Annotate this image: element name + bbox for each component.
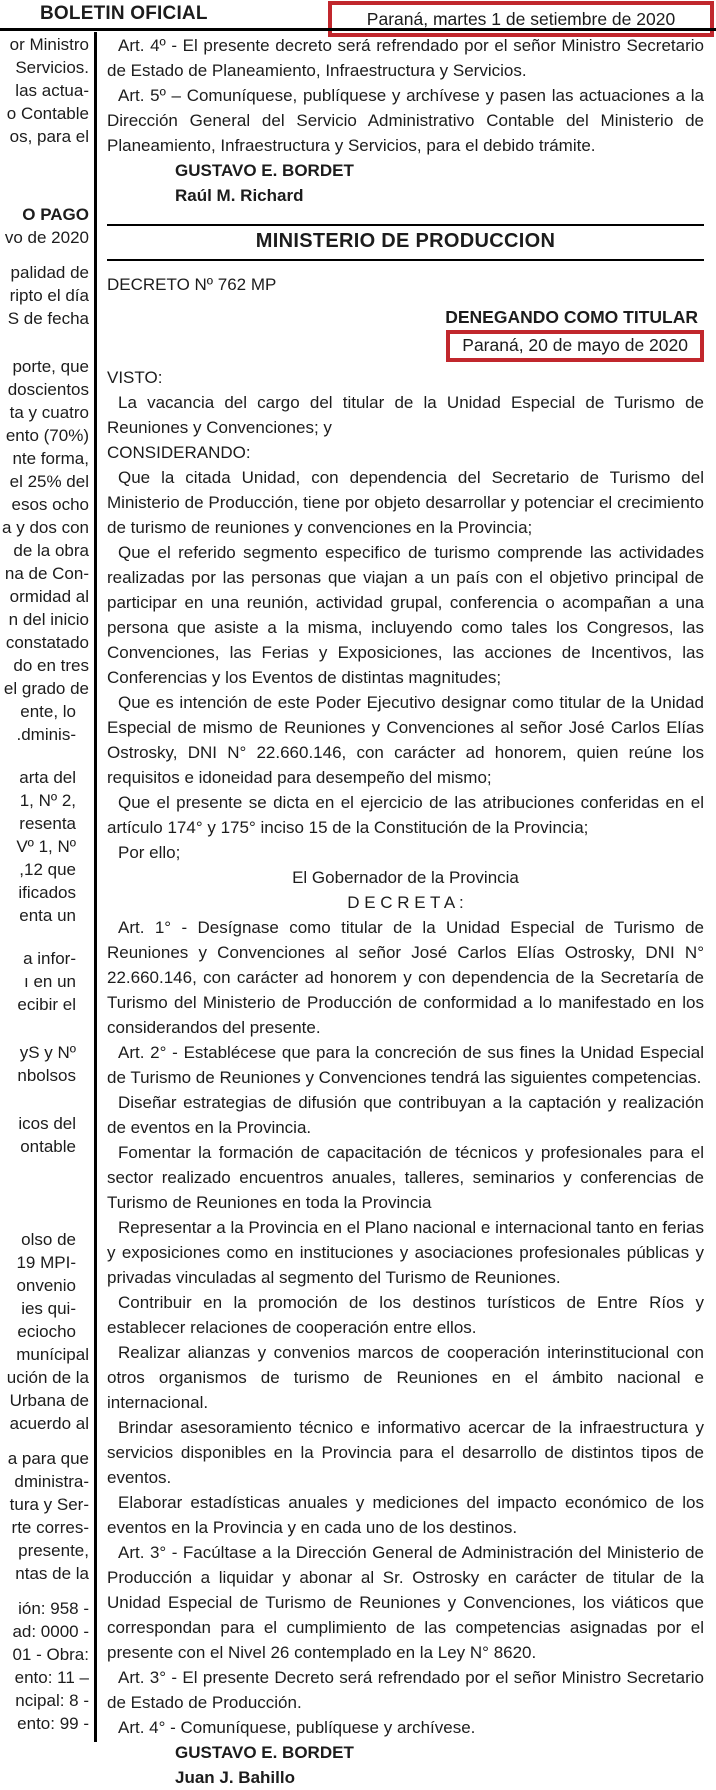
left-fragment: presente, bbox=[18, 1541, 89, 1560]
left-fragment: ad: 0000 - bbox=[12, 1622, 89, 1641]
left-fragment: Vº 1, Nº bbox=[16, 837, 76, 856]
left-fragment: ies qui- bbox=[21, 1299, 76, 1318]
left-fragment: nte forma, bbox=[12, 449, 89, 468]
left-fragment: ı en un bbox=[24, 972, 76, 991]
left-fragment: porte, que bbox=[12, 357, 89, 376]
paragraph-considerando-2: Que el referido segmento especifico de turismo comprende las actividades realizadas por las personas que viajan a un país con el objetivo principal de participar en una reunión, actividad grupal, conferencia o acompañan a una persona que asiste a la misma, incluyendo como tales los Congresos, las Convenciones, las Ferias y Exposiciones, las acciones de Incentivos, las Conferencias y los Eventos de distintas magnitudes; bbox=[107, 543, 704, 687]
left-fragment: enta un bbox=[19, 906, 76, 925]
left-fragment: eciocho bbox=[17, 1322, 76, 1341]
signature-governor: GUSTAVO E. BORDET bbox=[175, 161, 354, 180]
left-fragment: ución de la bbox=[6, 1368, 89, 1387]
left-fragment: de la obra bbox=[13, 541, 89, 560]
left-fragment: 1, Nº 2, bbox=[19, 791, 76, 810]
considerando-label: CONSIDERANDO: bbox=[107, 443, 251, 462]
left-fragment: resenta bbox=[19, 814, 76, 833]
left-fragment: ormidad al bbox=[9, 587, 89, 606]
left-fragment: Urbana de bbox=[9, 1391, 89, 1410]
masthead-title: BOLETIN OFICIAL bbox=[40, 3, 208, 24]
decree-date-box: Paraná, 20 de mayo de 2020 bbox=[446, 330, 704, 362]
left-fragment: el 25% del bbox=[9, 472, 89, 491]
left-column-clipped bbox=[0, 32, 97, 1742]
left-fragment: ntas de la bbox=[15, 1564, 89, 1583]
left-fragment: ente, lo bbox=[20, 702, 76, 721]
left-fragment: ificados bbox=[18, 883, 76, 902]
paragraph-art1: Art. 1° - Desígnase como titular de la Unidad Especial de Turismo de Reuniones y Convenciones al señor José Carlos Elías Ostrosky, DNI N° 22.660.146, con carácter ad honorem y con dependencia de la Secretaría de Turismo del Ministerio de Producción de conformidad a lo manifestado en los considerandos del presente. bbox=[107, 918, 704, 1037]
left-fragment: ,12 que bbox=[19, 860, 76, 879]
left-fragment: do en tres bbox=[13, 656, 89, 675]
paragraph-competencia-5: Realizar alianzas y convenios marcos de cooperación interinstitucional con otros organismos de turismo de Reuniones en el ámbito nacional e internacional. bbox=[107, 1343, 704, 1412]
left-fragment: constatado bbox=[5, 633, 89, 652]
left-fragment: ento: 99 - bbox=[17, 1714, 89, 1733]
left-fragment: las actua- bbox=[15, 81, 89, 100]
left-fragment: munícipal bbox=[16, 1345, 89, 1364]
left-fragment: palidad de bbox=[10, 263, 89, 282]
signature-minister-2: Juan J. Bahillo bbox=[175, 1768, 295, 1787]
section-title: MINISTERIO DE PRODUCCION bbox=[107, 224, 704, 261]
left-fragment: ecibir el bbox=[17, 995, 76, 1014]
left-fragment: n del inicio bbox=[8, 610, 89, 629]
paragraph-art3: Art. 3° - Facúltase a la Dirección General de Administración del Ministerio de Producción a liquidar y abonar al Sr. Ostrosky en carácter de titular de la Unidad Especial de Turismo de Reuniones y Convenciones, los viáticos que correspondan para el cumplimiento de las competencias asignadas por el presente con el Nivel 26 contemplado en la Ley N° 8620. bbox=[107, 1543, 704, 1662]
left-fragment: 01 - Obra: bbox=[12, 1645, 89, 1664]
left-fragment: dministra- bbox=[14, 1472, 89, 1491]
left-fragment: Servicios. bbox=[15, 58, 89, 77]
content-columns bbox=[0, 32, 716, 1787]
paragraph-competencia-7: Elaborar estadísticas anuales y mediciones del impacto económico de los eventos en la Provincia y en cada uno de los destinos. bbox=[107, 1493, 704, 1537]
paragraph-competencia-2: Fomentar la formación de capacitación de técnicos y profesionales para el sector realizado encuentros anuales, talleres, seminarios y conferencias de Turismo de Reuniones en toda la Provincia bbox=[107, 1143, 704, 1212]
left-fragment: or Ministro bbox=[9, 35, 89, 54]
subject-heading: DENEGANDO COMO TITULAR bbox=[445, 307, 698, 327]
left-fragment: tura y Ser- bbox=[9, 1495, 89, 1514]
paragraph-art3-refrendo: Art. 3° - El presente Decreto será refrendado por el señor Ministro Secretario de Estado de Producción. bbox=[107, 1668, 704, 1712]
paragraph-art4-prev: Art. 4º - El presente decreto será refrendado por el señor Ministro Secretario de Estado de Planeamiento, Infraestructura y Servicios. bbox=[107, 36, 704, 80]
left-fragment: el grado de bbox=[3, 679, 89, 698]
paragraph-art4: Art. 4° - Comuníquese, publíquese y archívese. bbox=[118, 1718, 476, 1737]
left-fragment: a y dos con bbox=[2, 518, 89, 537]
left-fragment: ripto el día bbox=[9, 286, 89, 305]
left-fragment: .dminis- bbox=[16, 725, 76, 744]
paragraph-competencia-1: Diseñar estrategias de difusión que contribuyan a la captación y realización de eventos en la Provincia. bbox=[107, 1093, 704, 1137]
paragraph-competencia-6: Brindar asesoramiento técnico e informativo acercar de la infraestructura y servicios disponibles en la Provincia para el desarrollo de distintos tipos de eventos. bbox=[107, 1418, 704, 1487]
left-fragment: na de Con- bbox=[4, 564, 89, 583]
left-fragment: a para que bbox=[7, 1449, 89, 1468]
header-date-box: Paraná, martes 1 de setiembre de 2020 bbox=[328, 1, 714, 37]
left-fragment: ento: 11 – bbox=[14, 1668, 89, 1687]
left-fragment: doscientos bbox=[7, 380, 89, 399]
left-fragment: S de fecha bbox=[7, 309, 89, 328]
left-fragment: ento (70%) bbox=[5, 426, 89, 445]
left-fragment: O PAGO bbox=[22, 205, 89, 224]
decreta-line: D E C R E T A : bbox=[347, 893, 464, 912]
visto-label: VISTO: bbox=[107, 368, 163, 387]
paragraph-visto: La vacancia del cargo del titular de la Unidad Especial de Turismo de Reuniones y Convenciones; y bbox=[107, 393, 704, 437]
left-fragment: acuerdo al bbox=[9, 1414, 89, 1433]
decree-number: DECRETO Nº 762 MP bbox=[107, 275, 277, 294]
left-fragment: 19 MPI- bbox=[16, 1253, 76, 1272]
left-fragment: yS y Nº bbox=[19, 1043, 76, 1062]
left-fragment: a infor- bbox=[23, 949, 76, 968]
left-fragment: esos ocho bbox=[11, 495, 89, 514]
left-fragment: o Contable bbox=[6, 104, 89, 123]
paragraph-art2: Art. 2° - Establécese que para la concreción de sus fines la Unidad Especial de Turismo de Reuniones y Convenciones tendrá las siguientes competencias. bbox=[107, 1043, 704, 1087]
header-rule bbox=[0, 28, 716, 31]
paragraph-competencia-4: Contribuir en la promoción de los destinos turísticos de Entre Ríos y establecer relaciones de cooperación entre ellos. bbox=[107, 1293, 704, 1337]
left-fragment: olso de bbox=[21, 1230, 76, 1249]
signature-minister: Raúl M. Richard bbox=[175, 186, 304, 205]
left-fragment: ión: 958 - bbox=[18, 1599, 89, 1618]
left-fragment: os, para el bbox=[9, 127, 89, 146]
left-fragment: onvenio bbox=[16, 1276, 76, 1295]
paragraph-competencia-3: Representar a la Provincia en el Plano nacional e internacional tanto en ferias y exposiciones como en instituciones y asociaciones profesionales públicas y privadas vinculadas al segmento del Turismo de Reuniones. bbox=[107, 1218, 704, 1287]
paragraph-art5-prev: Art. 5º – Comuníquese, publíquese y archívese y pasen las actuaciones a la Dirección General del Servicio Administrativo Contable del Ministerio de Planeamiento, Infraestructura y Servicios, para el debido trámite. bbox=[107, 86, 704, 155]
left-fragment: vo de 2020 bbox=[4, 228, 89, 247]
paragraph-considerando-3: Que es intención de este Poder Ejecutivo designar como titular de la Unidad Especial de mismo de Reuniones y Convenciones al señor José Carlos Elías Ostrosky, DNI N° 22.660.146, con carácter ad honorem, quien reúne los requisitos e idoneidad para desempeño del mismo; bbox=[107, 693, 704, 787]
left-fragment: ta y cuatro bbox=[9, 403, 89, 422]
paragraph-considerando-4: Que el presente se dicta en el ejercicio de las atribuciones conferidas en el artículo 174° y 175° inciso 15 de la Constitución de la Provincia; bbox=[107, 793, 704, 837]
left-fragment: nbolsos bbox=[17, 1066, 76, 1085]
left-fragment: rte corres- bbox=[11, 1518, 89, 1537]
paragraph-por-ello: Por ello; bbox=[118, 843, 181, 862]
paragraph-considerando-1: Que la citada Unidad, con dependencia del Secretario de Turismo del Ministerio de Producción, tiene por objeto desarrollar y potenciar el crecimiento de turismo de reuniones y convenciones en la Provincia; bbox=[107, 468, 704, 537]
left-fragment: ncipal: 8 - bbox=[15, 1691, 89, 1710]
left-fragment: arta del bbox=[19, 768, 76, 787]
left-fragment: ontable bbox=[20, 1137, 76, 1156]
left-fragment: icos del bbox=[18, 1114, 76, 1133]
governor-line: El Gobernador de la Provincia bbox=[292, 868, 519, 887]
right-column bbox=[97, 32, 716, 1787]
signature-governor-2: GUSTAVO E. BORDET bbox=[175, 1743, 354, 1762]
